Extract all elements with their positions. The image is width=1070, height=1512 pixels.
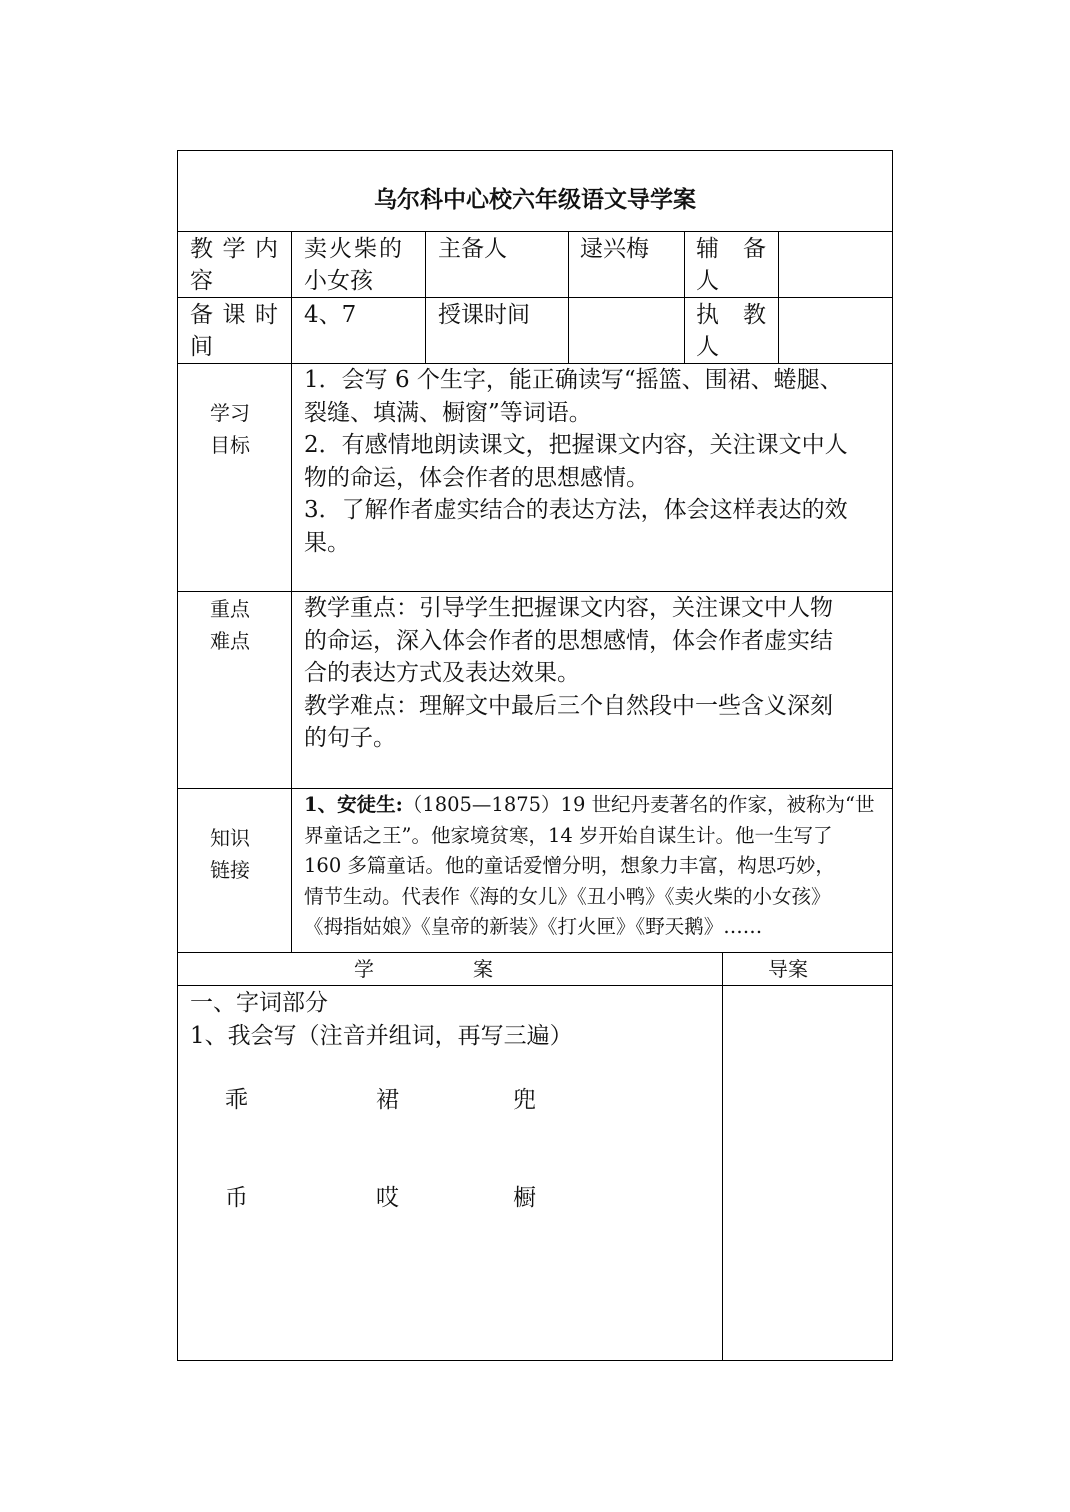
prep-date-value: 4、7 — [304, 302, 357, 328]
label-prep-time: 备 课 时 — [190, 302, 278, 328]
section-header-guide: 导案 — [768, 957, 808, 981]
objective-line: 物的命运，体会作者的思想感情。 — [304, 464, 649, 491]
objective-line: 裂缝、填满、橱窗”等词语。 — [304, 399, 592, 426]
main-preparer-name: 逯兴梅 — [580, 236, 649, 262]
study-heading: 一、字词部分 — [190, 990, 328, 1016]
character-item: 橱 — [513, 1185, 536, 1211]
knowledge-line: 1、安徒生:（1805—1875）19 世纪丹麦著名的作家，被称为“世 — [304, 793, 875, 816]
key-point-line: 教学难点：理解文中最后三个自然段中一些含义深刻 — [304, 692, 833, 719]
section-header-study-char1: 学 — [354, 957, 374, 981]
character-item: 裙 — [376, 1087, 399, 1113]
worksheet-table — [177, 150, 893, 1361]
rule-col-5 — [778, 231, 779, 363]
label-assistant-line2: 人 — [696, 268, 719, 294]
knowledge-line: 界童话之王”。他家境贫寒，14 岁开始自谋生计。他一生写了 — [304, 823, 833, 847]
lesson-name-line2: 小女孩 — [304, 268, 373, 294]
character-item: 币 — [225, 1185, 248, 1211]
study-task: 1、我会写（注音并组词，再写三遍） — [190, 1023, 573, 1049]
label-main-preparer: 主备人 — [438, 236, 507, 262]
objectives-text — [304, 364, 886, 559]
character-item: 哎 — [376, 1185, 399, 1211]
label-teaching-content: 教 学 内 — [190, 236, 278, 262]
knowledge-line: 160 多篇童话。他的童话爱憎分明，想象力丰富，构思巧妙， — [304, 854, 835, 877]
rule-label-column — [291, 231, 292, 952]
label-teaching-time: 授课时间 — [438, 302, 530, 328]
key-point-line: 的句子。 — [304, 725, 396, 751]
knowledge-text — [304, 790, 894, 943]
rule-col-3 — [568, 231, 569, 363]
key-point-line: 教学重点：引导学生把握课文内容，关注课文中人物 — [304, 595, 833, 621]
label-objectives: 学习 — [210, 401, 250, 425]
label-objectives-line2: 目标 — [210, 433, 250, 457]
character-item: 兜 — [513, 1087, 536, 1113]
label-instructor: 执 教 — [696, 302, 766, 328]
label-key-points-line2: 难点 — [210, 629, 250, 653]
rule-keypoints-bottom — [177, 788, 893, 789]
rule-row1-bottom — [177, 297, 893, 298]
label-knowledge-link: 知识 — [210, 826, 250, 850]
label-teaching-content-line2: 容 — [190, 268, 213, 294]
label-assistant: 辅 备 — [696, 236, 766, 262]
objective-line: 1．会写 6 个生字，能正确读写“摇篮、围裙、蜷腿、 — [304, 367, 843, 393]
character-item: 乖 — [225, 1087, 248, 1113]
rule-title-bottom — [177, 231, 893, 232]
label-instructor-line2: 人 — [696, 334, 719, 360]
knowledge-line: 情节生动。代表作《海的女儿》《丑小鸭》《卖火柴的小女孩》 — [304, 884, 831, 908]
rule-section-header-bottom — [177, 985, 893, 986]
label-key-points: 重点 — [210, 597, 250, 621]
label-prep-time-line2: 间 — [190, 334, 213, 360]
objective-line: 果。 — [304, 529, 350, 556]
objective-line: 2．有感情地朗读课文，把握课文内容，关注课文中人 — [304, 432, 848, 458]
label-knowledge-link-line2: 链接 — [210, 858, 250, 882]
section-header-study-char2: 案 — [473, 957, 493, 981]
rule-col-4 — [684, 231, 685, 363]
knowledge-line: 《拇指姑娘》《皇帝的新装》《打火匣》《野天鹅》…… — [304, 915, 763, 938]
rule-col-2 — [425, 231, 426, 363]
key-points-text — [304, 592, 886, 755]
lesson-name-line1: 卖火柴的 — [304, 236, 404, 262]
key-point-line: 的命运，深入体会作者的思想感情，体会作者虚实结 — [304, 627, 833, 654]
objective-line: 3．了解作者虚实结合的表达方法，体会这样表达的效 — [304, 497, 848, 523]
page-title: 乌尔科中心校六年级语文导学案 — [374, 186, 696, 213]
rule-guide-column — [722, 952, 723, 1361]
key-point-line: 合的表达方式及表达效果。 — [304, 660, 580, 686]
author-name: 1、安徒生: — [304, 793, 403, 816]
